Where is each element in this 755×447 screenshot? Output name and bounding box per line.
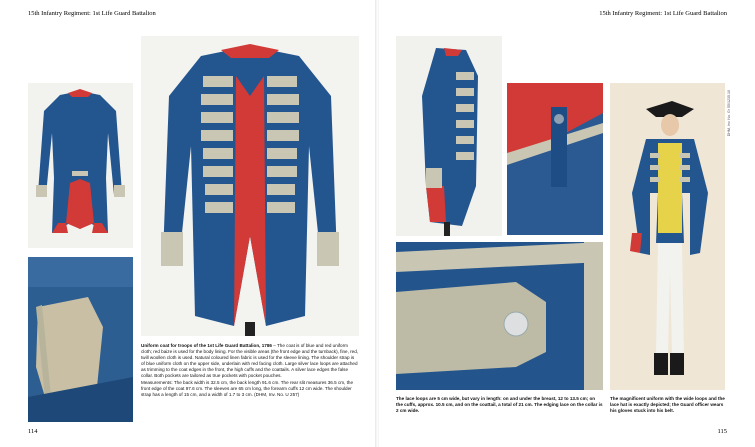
right-page xyxy=(379,0,755,447)
coat-side-photo xyxy=(396,36,502,236)
page-number-right: 115 xyxy=(717,428,727,435)
lace-caption: The lace loops are 5 cm wide, but vary in length: on and under the breast, 12 to 13.5 cm; on the cuffs, approx. 10.5 cm, and on the coattail, a total of 21 cm. The edging lace on the collar is 2 cm wide. xyxy=(396,396,603,414)
officer-illustration xyxy=(610,83,725,390)
main-caption-body: – The coat is of blue and red uniform cloth; red baize is used for the body lining. For the visible areas (the front edge and the turnback), fine, red, twill woollen cloth is used. Natural coloured linen fabric is used for the sleeve lining. The shoulder strap is of blue uniform cloth on the upper side, underlain with red facing cloth. Large silver lace loops are attached as trimming to the coat edges in the front, the high cuffs and the coattails. A silver lace edges the false collar. Both pockets are tailored as true pockets with pocket pouches. xyxy=(141,343,359,379)
running-header-right: 15th Infantry Regiment: 1st Life Guard Battalion xyxy=(599,10,727,17)
shoulder-detail-photo xyxy=(507,83,603,235)
coat-back-photo xyxy=(28,83,133,248)
running-header-left: 15th Infantry Regiment: 1st Life Guard Battalion xyxy=(28,10,156,17)
officer-caption: The magnificent uniform with the wide loops and the lace hat is exactly depicted; the Guard officer wears his gloves stuck into his belt. xyxy=(610,396,725,414)
illustration-credit: DHM, Inv. No. Gr 55/1235.10 xyxy=(727,90,731,137)
main-caption-measurements: Measurements: The back width is 32.5 cm, the back length 91.6 cm. The rear slit measures 36.5 cm, the front edge of the coat 97.6 cm. The sleeves are 65 cm long, the forearm cuffs 12 cm wide. The shoulder strap has a length of 15 cm, and a width of 1.7 to 3 cm. (DHM, Inv. No. U 257) xyxy=(141,379,354,397)
lace-loop-detail-photo xyxy=(396,242,603,390)
main-caption xyxy=(141,343,359,398)
main-caption-title: Uniform coat for troops of the 1st Life Guard Battalion, 1786 xyxy=(141,343,272,348)
page-number-left: 114 xyxy=(28,428,38,435)
coat-front-photo xyxy=(141,36,359,336)
lining-detail-photo xyxy=(28,257,133,422)
left-page xyxy=(0,0,376,447)
